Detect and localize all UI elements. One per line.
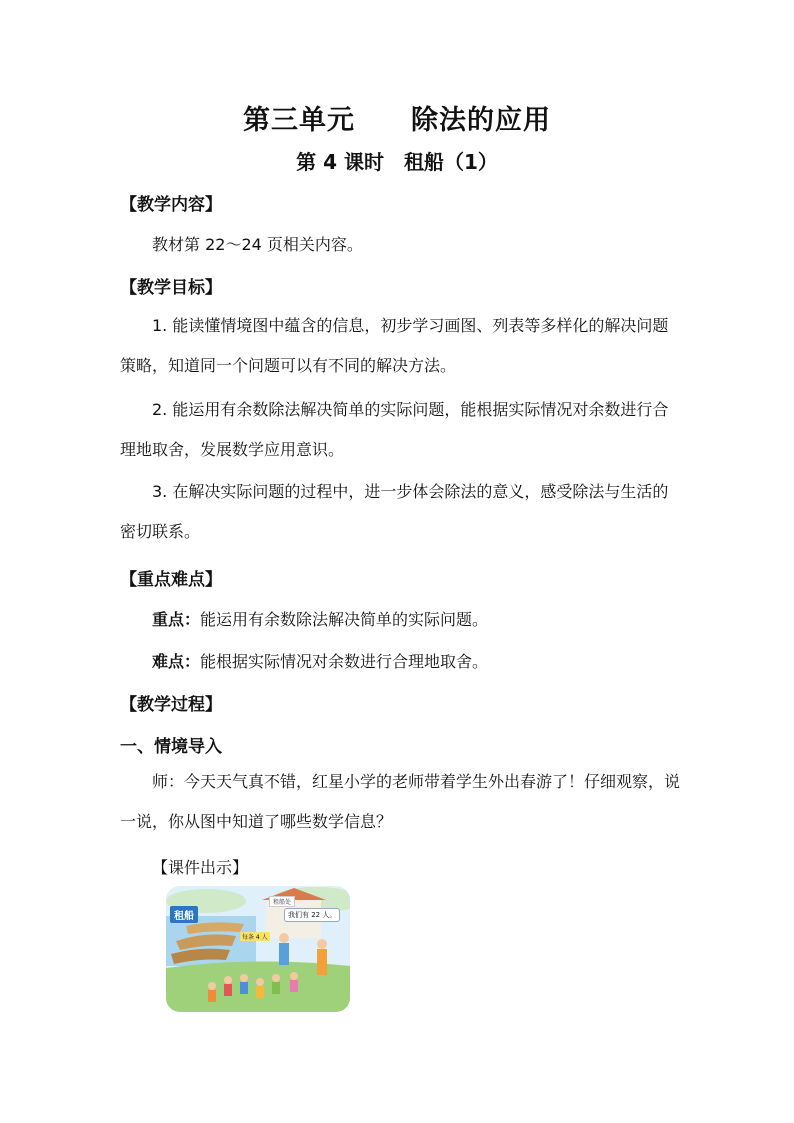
speech-bubble: 我们有 22 人。	[284, 908, 340, 922]
section-heading-key-points: 【重点难点】	[120, 570, 222, 590]
key-point-line	[152, 607, 488, 630]
boat-rental-illustration	[166, 886, 350, 1012]
key-point-label: 重点：	[152, 610, 201, 629]
scene-drawing	[166, 886, 350, 1012]
section-heading-goals: 【教学目标】	[120, 278, 222, 298]
teacher-text: 师：今天天气真不错，红星小学的老师带着学生外出春游了！仔细观察，说一说，你从图中知道了哪些数学信息？	[120, 772, 681, 831]
shop-sign: 租船处	[269, 896, 295, 907]
step-1-heading: 一、情境导入	[120, 737, 222, 757]
difficulty-label: 难点：	[152, 652, 201, 671]
boat-capacity-sign: 每条 4 人	[242, 934, 268, 941]
boat-rental-label: 租船	[170, 906, 198, 923]
section-heading-content: 【教学内容】	[120, 195, 222, 215]
lesson-title: 第 4 课时 租船（1）	[296, 150, 498, 174]
section-heading-process: 【教学过程】	[120, 695, 222, 715]
courseware-label: 【课件出示】	[152, 858, 249, 877]
goal-3: 3. 在解决实际问题的过程中，进一步体会除法的意义，感受除法与生活的密切联系。	[120, 482, 669, 541]
key-point-text: 能运用有余数除法解决简单的实际问题。	[200, 610, 489, 629]
content-text: 教材第 22～24 页相关内容。	[152, 235, 363, 254]
goal-2: 2. 能运用有余数除法解决简单的实际问题，能根据实际情况对余数进行合理地取舍，发展数学应用意识。	[120, 400, 669, 459]
difficulty-text: 能根据实际情况对余数进行合理地取舍。	[200, 652, 489, 671]
unit-title: 第三单元 除法的应用	[243, 105, 551, 136]
difficulty-line	[152, 649, 488, 672]
goal-1: 1. 能读懂情境图中蕴含的信息，初步学习画图、列表等多样化的解决问题策略，知道同一个问题可以有不同的解决方法。	[120, 316, 669, 375]
